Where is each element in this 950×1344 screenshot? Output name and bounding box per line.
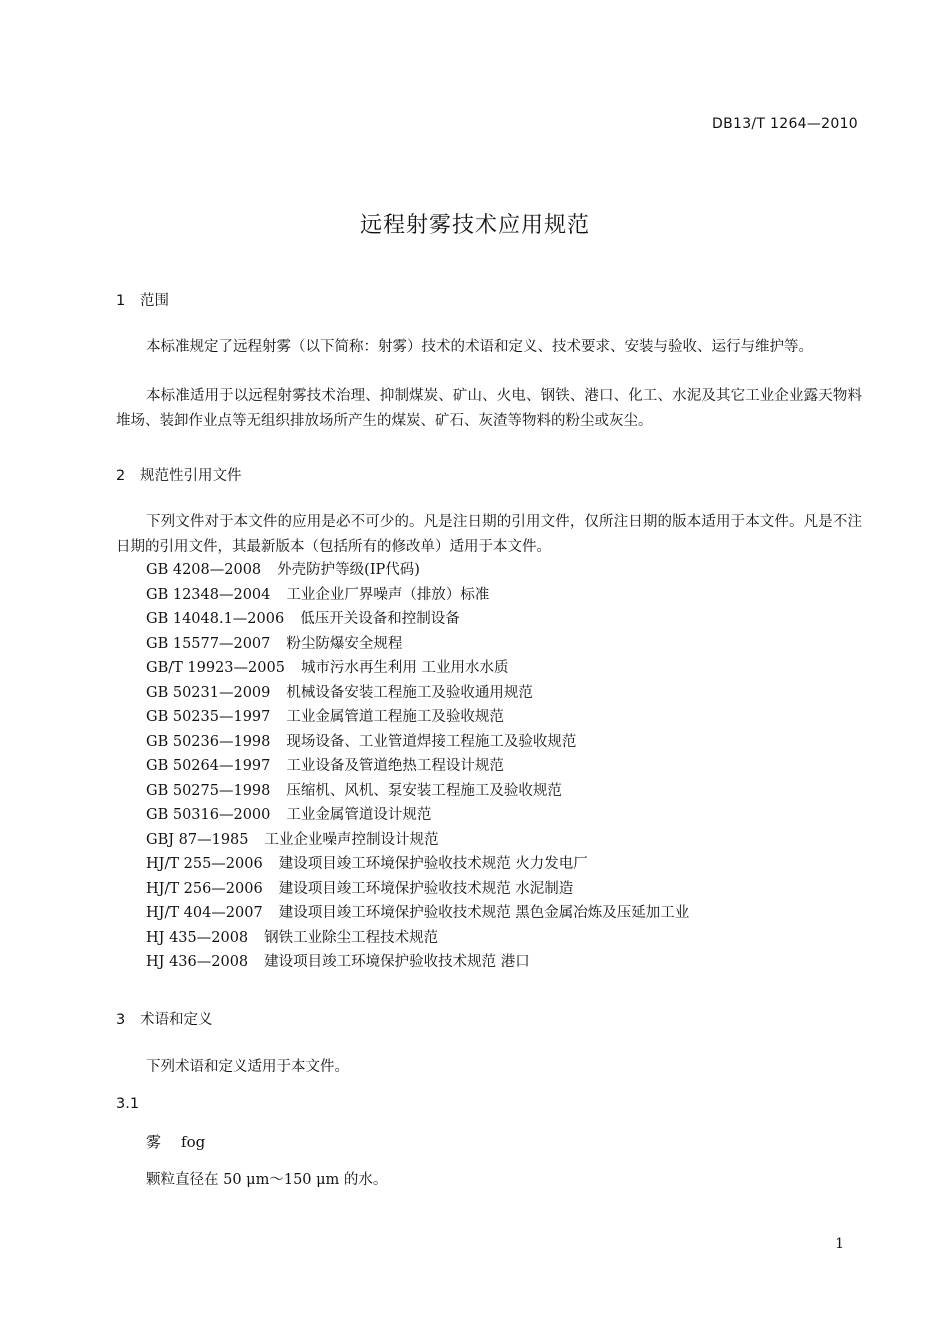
term-english: fog [181, 1133, 206, 1151]
term-entry [146, 1131, 205, 1152]
section-1-paragraph-1: 本标准规定了远程射雾（以下简称：射雾）技术的术语和定义、技术要求、安装与验收、运行与维护等。 [146, 339, 813, 355]
term-chinese: 雾 [146, 1133, 162, 1151]
reference-code: GB 14048.1—2006 [146, 611, 285, 627]
reference-title: 建设项目竣工环境保护验收技术规范 港口 [264, 954, 530, 970]
reference-title: 工业企业厂界噪声（排放）标准 [286, 586, 490, 603]
document-number: DB13/T 1264—2010 [712, 116, 858, 132]
section-1-heading [116, 289, 169, 310]
reference-code: GB 4208—2008 [146, 562, 262, 578]
reference-item [146, 852, 689, 877]
reference-title: 外壳防护等级(IP代码) [277, 562, 420, 578]
section-2-heading [116, 464, 242, 485]
reference-item [146, 656, 689, 681]
reference-item [146, 901, 689, 926]
reference-title: 低压开关设备和控制设备 [300, 611, 460, 627]
document-title: 远程射雾技术应用规范 [359, 213, 590, 238]
section-title: 范围 [140, 293, 169, 309]
section-number: 1 [116, 293, 126, 309]
reference-title: 建设项目竣工环境保护验收技术规范 黑色金属冶炼及压延加工业 [278, 905, 690, 921]
reference-item [146, 558, 689, 583]
reference-title: 城市污水再生利用 工业用水水质 [300, 660, 509, 676]
reference-item [146, 950, 689, 975]
reference-item [146, 828, 689, 853]
reference-code: GB/T 19923—2005 [146, 660, 285, 676]
section-title: 术语和定义 [140, 1012, 213, 1028]
reference-title: 工业金属管道工程施工及验收规范 [286, 709, 504, 725]
reference-title: 工业企业噪声控制设计规范 [264, 831, 439, 848]
term-definition: 颗粒直径在 50 μm～150 μm 的水。 [146, 1172, 388, 1188]
reference-item [146, 754, 689, 779]
reference-item [146, 779, 689, 804]
reference-item [146, 877, 689, 902]
reference-code: GB 50316—2000 [146, 807, 271, 823]
reference-code: HJ 435—2008 [146, 929, 249, 946]
reference-item [146, 583, 689, 608]
reference-code: GB 50264—1997 [146, 758, 271, 774]
reference-code: GB 12348—2004 [146, 586, 271, 603]
reference-title: 机械设备安装工程施工及验收通用规范 [286, 684, 533, 701]
reference-title: 现场设备、工业管道焊接工程施工及验收规范 [286, 733, 577, 750]
section-2-paragraph-1: 下列文件对于本文件的应用是必不可少的。凡是注日期的引用文件，仅所注日期的版本适用于本文件。凡是不注日期的引用文件，其最新版本（包括所有的修改单）适用于本文件。 [116, 514, 862, 555]
reference-item [146, 632, 689, 657]
reference-code: GB 50236—1998 [146, 733, 271, 750]
reference-item [146, 705, 689, 730]
reference-item [146, 730, 689, 755]
reference-title: 钢铁工业除尘工程技术规范 [264, 929, 439, 946]
clause-number: 3.1 [116, 1096, 140, 1112]
section-1-paragraph-2: 本标准适用于以远程射雾技术治理、抑制煤炭、矿山、火电、钢铁、港口、化工、水泥及其它工业企业露天物料堆场、装卸作业点等无组织排放场所产生的煤炭、矿石、灰渣等物料的粉尘或灰尘。 [116, 388, 862, 429]
reference-title: 粉尘防爆安全规程 [286, 635, 403, 652]
section-3-heading [116, 1008, 213, 1029]
reference-code: HJ/T 255—2006 [146, 856, 263, 872]
reference-code: GB 50235—1997 [146, 709, 271, 725]
reference-title: 建设项目竣工环境保护验收技术规范 火力发电厂 [278, 856, 588, 872]
reference-code: GB 50275—1998 [146, 782, 271, 799]
reference-title: 压缩机、风机、泵安装工程施工及验收规范 [286, 782, 562, 799]
section-number: 3 [116, 1012, 126, 1028]
reference-item [146, 607, 689, 632]
reference-title: 工业金属管道设计规范 [286, 807, 432, 823]
page-number: 1 [835, 1236, 844, 1252]
reference-title: 工业设备及管道绝热工程设计规范 [286, 758, 504, 774]
reference-code: HJ/T 404—2007 [146, 905, 263, 921]
reference-item [146, 803, 689, 828]
section-title: 规范性引用文件 [140, 468, 242, 484]
reference-item [146, 926, 689, 951]
reference-code: GBJ 87—1985 [146, 831, 249, 848]
reference-code: GB 15577—2007 [146, 635, 271, 652]
normative-reference-list [146, 558, 689, 975]
reference-item [146, 681, 689, 706]
reference-code: HJ 436—2008 [146, 954, 249, 970]
section-3-paragraph-1: 下列术语和定义适用于本文件。 [146, 1059, 349, 1075]
reference-title: 建设项目竣工环境保护验收技术规范 水泥制造 [278, 880, 574, 897]
reference-code: HJ/T 256—2006 [146, 880, 263, 897]
reference-code: GB 50231—2009 [146, 684, 271, 701]
section-number: 2 [116, 468, 126, 484]
